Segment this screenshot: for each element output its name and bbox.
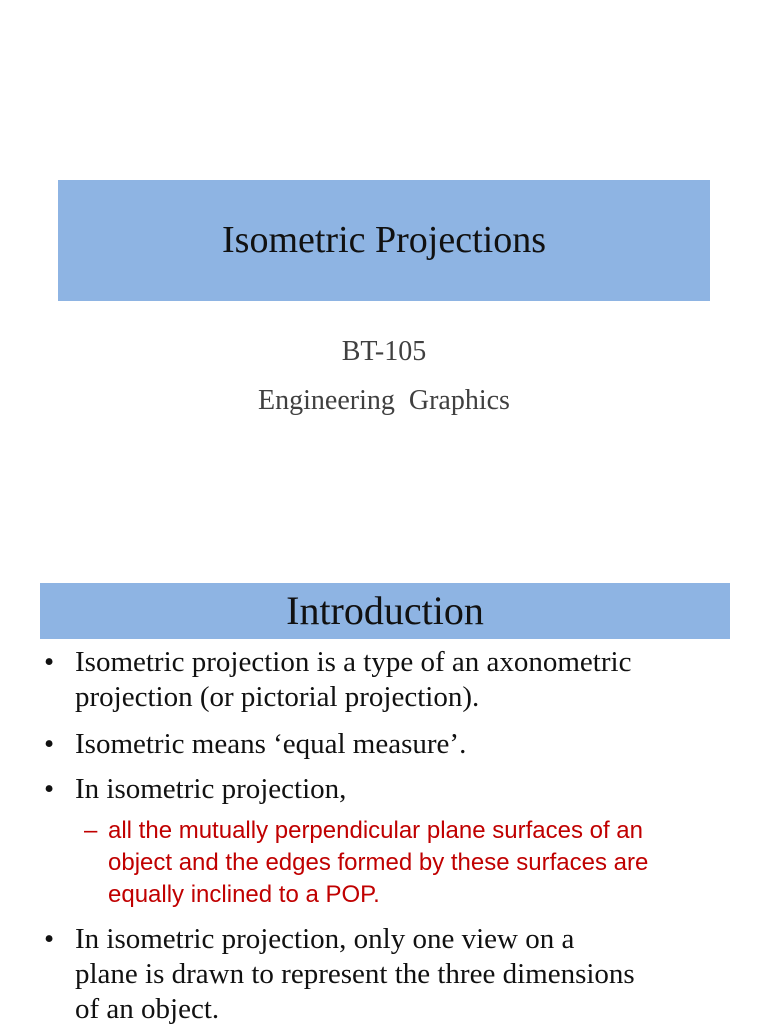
bullet-marker: • (44, 728, 55, 760)
slide-title: Isometric Projections (222, 218, 546, 261)
bullet-text (75, 727, 735, 762)
sub-bullet-text (108, 815, 724, 911)
sub-bullet-marker: – (84, 817, 98, 844)
introduction-heading: Introduction (286, 587, 484, 633)
bullet-line: plane is drawn to represent the three dimensions (75, 958, 635, 990)
bullet-line: Isometric projection is a type of an axonometric (75, 646, 632, 678)
bullet-line: In isometric projection, only one view on a (75, 923, 575, 955)
bullet-marker: • (44, 646, 55, 678)
bullet-text (75, 772, 735, 807)
sub-bullet-line: object and the edges formed by these surfaces are (108, 849, 649, 876)
bullet-marker: • (44, 773, 55, 805)
sub-bullet-line: equally inclined to a POP. (108, 881, 380, 908)
sub-bullet-line: all the mutually perpendicular plane surfaces of an (108, 817, 643, 844)
bullet-line: In isometric projection, (75, 773, 347, 805)
bullet-line: projection (or pictorial projection). (75, 681, 480, 713)
bullet-line: of an object. (75, 993, 220, 1024)
bullet-text (75, 922, 735, 1024)
bullet-marker: • (44, 923, 55, 955)
bullet-line: Isometric means ‘equal measure’. (75, 728, 467, 760)
course-name: Engineering Graphics (258, 385, 510, 416)
course-code: BT-105 (341, 336, 427, 367)
bullet-text (75, 645, 735, 715)
